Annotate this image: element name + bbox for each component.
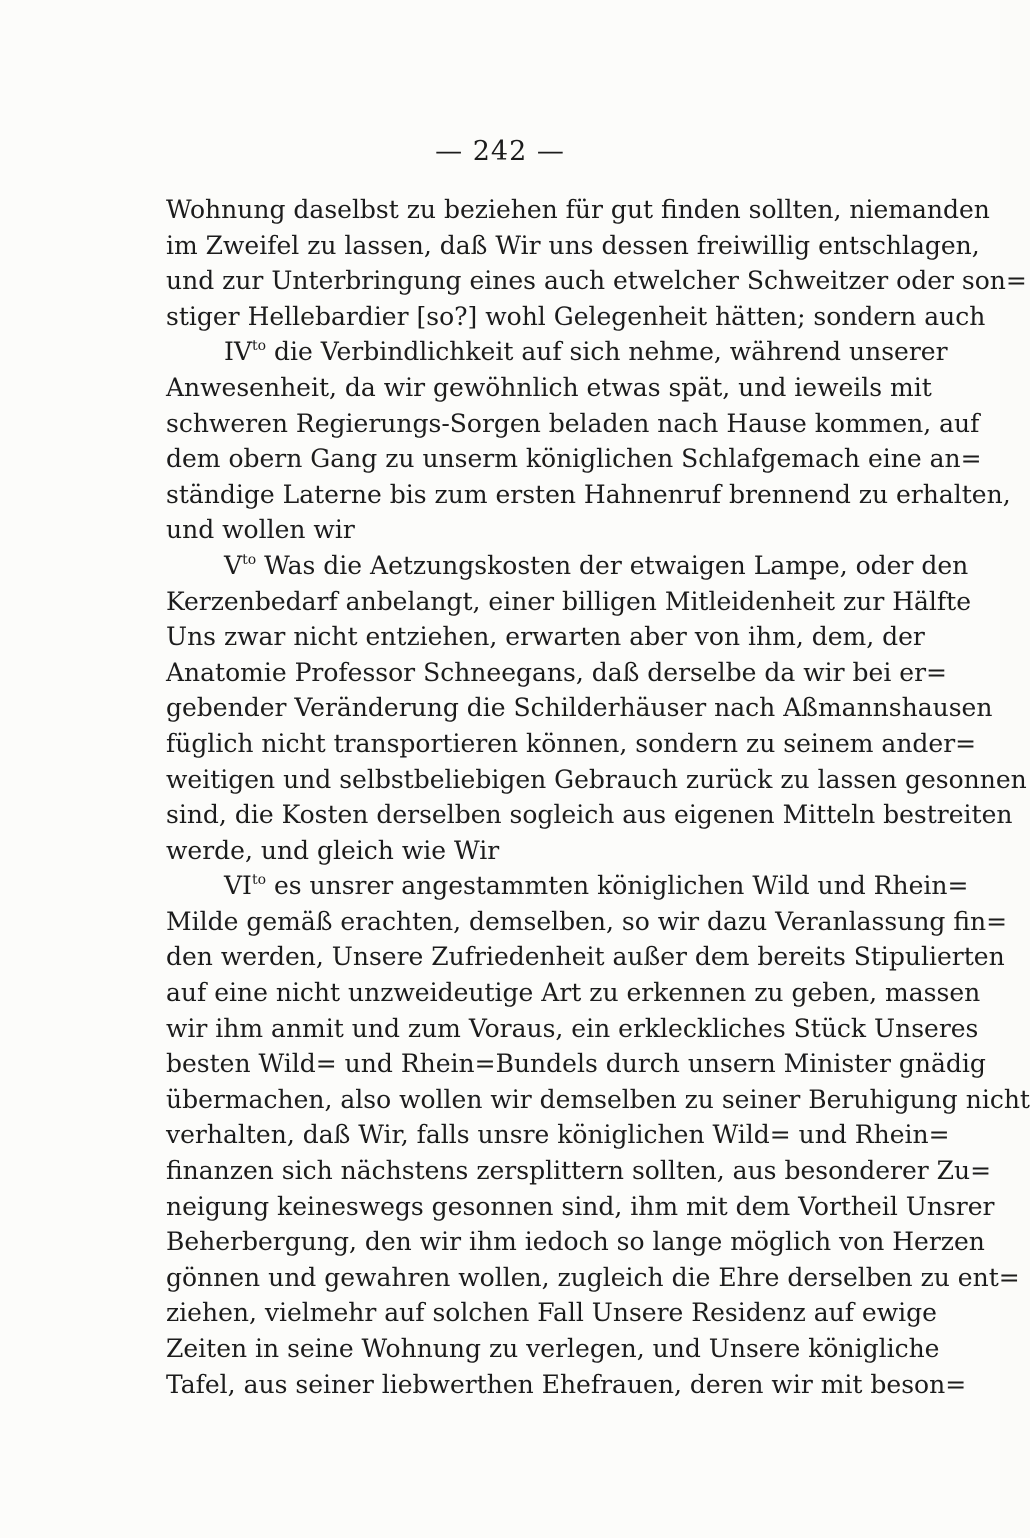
line-text: im Zweifel zu lassen, daß Wir uns dessen freiwillig entschlagen, <box>166 230 980 260</box>
line-text: Beherbergung, den wir ihm iedoch so lange möglich von Herzen <box>166 1227 985 1257</box>
text-line <box>166 726 977 762</box>
text-line <box>166 939 1005 975</box>
text-line <box>166 228 980 264</box>
line-text: besten Wild= und Rhein=Bundels durch unsern Minister gnädig <box>166 1049 986 1079</box>
line-text: schweren Regierungs-Sorgen beladen nach Hause kommen, auf <box>166 408 980 438</box>
line-text: die Verbindlichkeit auf sich nehme, während unserer <box>266 337 948 367</box>
text-line <box>166 1367 967 1403</box>
line-text: wir ihm anmit und zum Voraus, ein erkleckliches Stück Unseres <box>166 1013 979 1043</box>
text-line <box>166 904 1008 940</box>
ordinal-suffix: to <box>251 872 266 889</box>
line-text: werde, und gleich wie Wir <box>166 835 500 865</box>
line-text: übermachen, also wollen wir demselben zu seiner Beruhigung nicht <box>166 1084 1030 1114</box>
text-line <box>166 512 906 548</box>
text-line <box>166 1260 1020 1296</box>
text-line <box>166 584 972 620</box>
text-line <box>166 192 990 228</box>
text-line <box>166 655 947 691</box>
text-line <box>166 1117 950 1153</box>
line-text: ständige Laterne bis zum ersten Hahnenruf brennend zu erhalten, <box>166 479 1011 509</box>
line-text: neigung keineswegs gesonnen sind, ihm mit dem Vortheil Unsrer <box>166 1191 995 1221</box>
text-line <box>166 1153 992 1189</box>
list-ordinal: VI <box>224 871 252 901</box>
text-line <box>166 1046 986 1082</box>
text-line <box>166 619 925 655</box>
line-text: es unsrer angestammten königlichen Wild und Rhein= <box>266 871 969 901</box>
line-text: Milde gemäß erachten, demselben, so wir dazu Veranlassung fin= <box>166 906 1008 936</box>
text-line <box>166 797 1013 833</box>
page-number: — 242 — <box>435 136 565 167</box>
line-text: Anatomie Professor Schneegans, daß derselbe da wir bei er= <box>166 657 947 687</box>
line-text: und zur Unterbringung eines auch etwelcher Schweitzer oder son= <box>166 266 1027 296</box>
line-text: dem obern Gang zu unserm königlichen Schlafgemach eine an= <box>166 444 982 474</box>
line-text: den werden, Unsere Zufriedenheit außer dem bereits Stipulierten <box>166 942 1005 972</box>
line-text: gönnen und gewahren wollen, zugleich die Ehre derselben zu ent= <box>166 1262 1020 1292</box>
line-text: Anwesenheit, da wir gewöhnlich etwas spät, und ieweils mit <box>166 372 932 402</box>
text-line <box>166 833 906 869</box>
line-text: füglich nicht transportieren können, sondern zu seinem ander= <box>166 728 977 758</box>
text-line <box>166 299 986 335</box>
body-text <box>166 192 1030 1402</box>
line-text: stiger Hellebardier [so?] wohl Gelegenheit hätten; sondern auch <box>166 301 986 331</box>
text-line <box>166 1224 985 1260</box>
ordinal-suffix: to <box>251 338 266 355</box>
text-line <box>166 975 981 1011</box>
text-line <box>166 548 969 584</box>
text-line <box>166 1295 937 1331</box>
line-text: und wollen wir <box>166 515 355 545</box>
text-line <box>166 263 1027 299</box>
line-text: Tafel, aus seiner liebwerthen Ehefrauen, deren wir mit beson= <box>166 1369 967 1399</box>
list-ordinal: IV <box>224 337 252 367</box>
line-text: Wohnung daselbst zu beziehen für gut finden sollten, niemanden <box>166 195 990 224</box>
text-line <box>166 477 1011 513</box>
text-line <box>166 690 993 726</box>
text-line <box>166 762 1027 798</box>
text-line <box>166 1082 1030 1118</box>
line-text: weitigen und selbstbeliebigen Gebrauch zurück zu lassen gesonnen <box>166 764 1027 794</box>
text-line <box>166 370 932 406</box>
ordinal-suffix: to <box>242 551 257 568</box>
text-line <box>166 334 948 370</box>
line-text: Uns zwar nicht entziehen, erwarten aber von ihm, dem, der <box>166 622 925 652</box>
line-text: Zeiten in seine Wohnung zu verlegen, und Unsere königliche <box>166 1334 940 1363</box>
line-text: auf eine nicht unzweideutige Art zu erkennen zu geben, massen <box>166 978 981 1008</box>
text-line <box>166 441 982 477</box>
text-line <box>166 406 980 442</box>
line-text: gebender Veränderung die Schilderhäuser nach Aßmannshausen <box>166 693 993 723</box>
line-text: Was die Aetzungskosten der etwaigen Lampe, oder den <box>256 550 969 580</box>
line-text: Kerzenbedarf anbelangt, einer billigen Mitleidenheit zur Hälfte <box>166 586 972 616</box>
text-line <box>166 1331 940 1367</box>
line-text: sind, die Kosten derselben sogleich aus eigenen Mitteln bestreiten <box>166 800 1013 830</box>
text-line <box>166 1011 979 1047</box>
line-text: verhalten, daß Wir, falls unsre königlichen Wild= und Rhein= <box>166 1120 950 1150</box>
line-text: ziehen, vielmehr auf solchen Fall Unsere Residenz auf ewige <box>166 1298 937 1328</box>
line-text: finanzen sich nächstens zersplittern sollten, aus besonderer Zu= <box>166 1156 992 1186</box>
text-line <box>166 1189 995 1225</box>
text-line <box>166 868 969 904</box>
list-ordinal: V <box>224 550 243 580</box>
